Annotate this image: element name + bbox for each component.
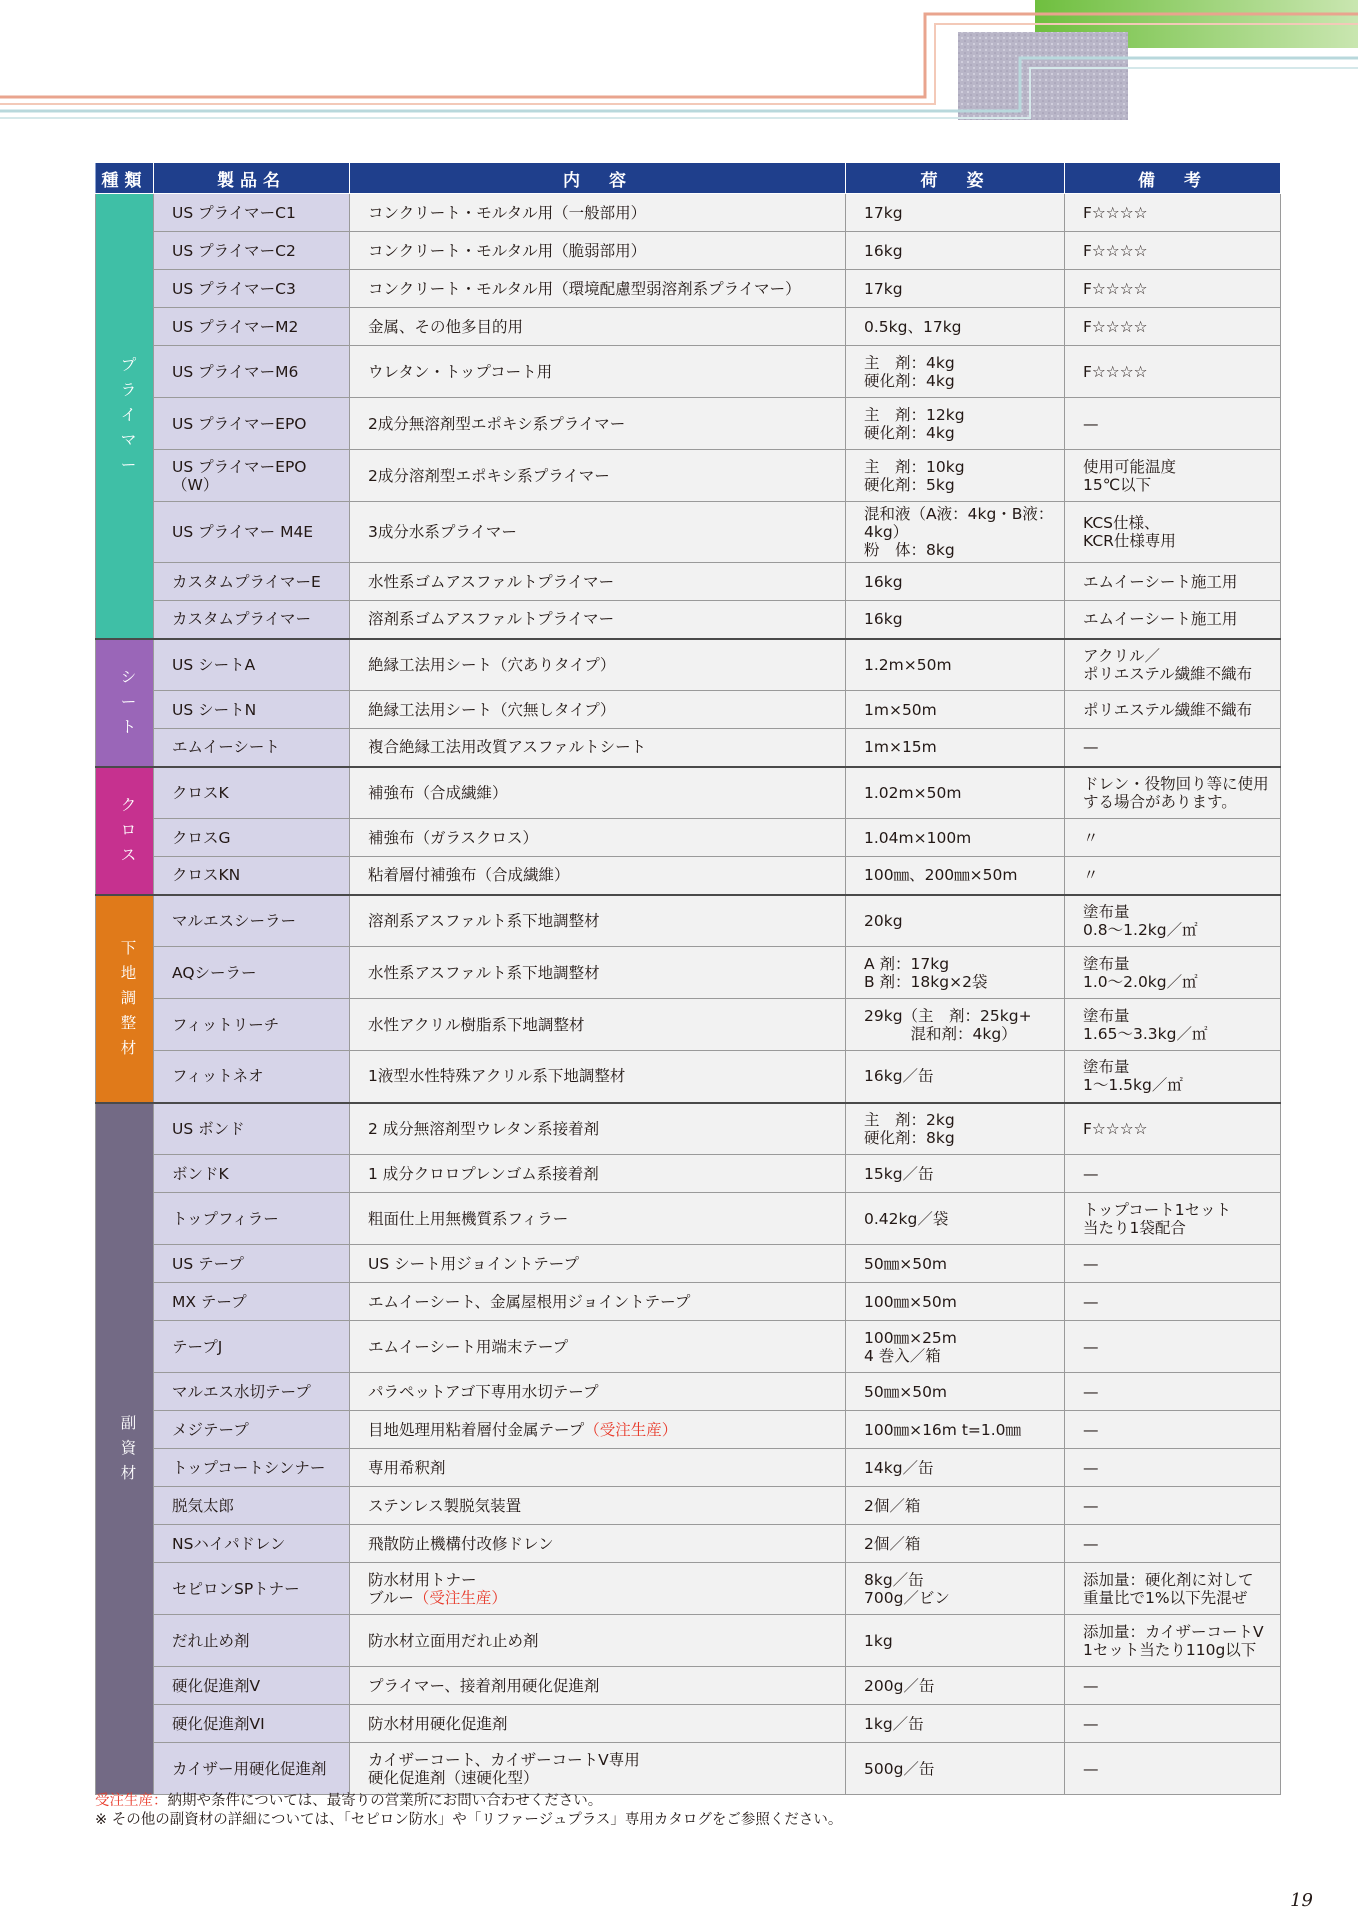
product-remarks: 添加量：カイザーコートV 1セット当たり110g以下	[1065, 1615, 1281, 1667]
table-row	[96, 895, 1281, 947]
product-packaging: 100㎜×50m	[846, 1283, 1065, 1321]
product-name: US プライマーC1	[154, 194, 350, 232]
product-remarks: F☆☆☆☆	[1065, 346, 1281, 398]
product-content	[350, 1563, 846, 1615]
product-name: 硬化促進剤V	[154, 1667, 350, 1705]
table-row	[96, 1743, 1281, 1795]
product-content	[350, 270, 846, 308]
product-name: US プライマーM6	[154, 346, 350, 398]
product-content	[350, 502, 846, 563]
table-row	[96, 1103, 1281, 1155]
product-packaging: 17kg	[846, 270, 1065, 308]
content-text: コンクリート・モルタル用（脆弱部用）	[368, 241, 647, 260]
product-name: US プライマーC2	[154, 232, 350, 270]
category-label: プライマー	[120, 356, 137, 475]
product-remarks: F☆☆☆☆	[1065, 232, 1281, 270]
product-remarks: 塗布量 1.0〜2.0kg／㎡	[1065, 947, 1281, 999]
content-text: 補強布（合成繊維）	[368, 783, 508, 802]
product-content	[350, 1615, 846, 1667]
product-name: US プライマー M4E	[154, 502, 350, 563]
product-packaging: 100㎜×16m t=1.0㎜	[846, 1411, 1065, 1449]
product-remarks: エムイーシート施工用	[1065, 601, 1281, 639]
content-text: 専用希釈剤	[368, 1458, 446, 1477]
product-remarks: —	[1065, 1245, 1281, 1283]
product-packaging: 0.42kg／袋	[846, 1193, 1065, 1245]
product-name: フィットリーチ	[154, 999, 350, 1051]
table-row	[96, 232, 1281, 270]
product-name: クロスKN	[154, 857, 350, 895]
product-content	[350, 1103, 846, 1155]
content-text: コンクリート・モルタル用（環境配慮型弱溶剤系プライマー）	[368, 279, 801, 298]
order-production-tag: （受注生産）	[413, 1588, 507, 1607]
product-name: フィットネオ	[154, 1051, 350, 1103]
product-name: マルエスシーラー	[154, 895, 350, 947]
content-text: 補強布（ガラスクロス）	[368, 828, 539, 847]
product-remarks: —	[1065, 1487, 1281, 1525]
content-text: US シート用ジョイントテープ	[368, 1254, 580, 1273]
table-row	[96, 308, 1281, 346]
product-packaging: 1.02m×50m	[846, 767, 1065, 819]
product-name: トップフィラー	[154, 1193, 350, 1245]
product-packaging: 1.04m×100m	[846, 819, 1065, 857]
category-label: シート	[120, 668, 137, 736]
product-name: クロスK	[154, 767, 350, 819]
table-row	[96, 999, 1281, 1051]
product-remarks: —	[1065, 1743, 1281, 1795]
product-remarks: —	[1065, 1155, 1281, 1193]
content-text: 防水材立面用だれ止め剤	[368, 1631, 539, 1650]
category-label: クロス	[120, 796, 137, 864]
product-remarks: —	[1065, 1283, 1281, 1321]
content-text: 防水材用トナー ブルー	[368, 1570, 477, 1607]
product-content	[350, 1525, 846, 1563]
content-text: コンクリート・モルタル用（一般部用）	[368, 203, 647, 222]
product-packaging: 1.2m×50m	[846, 639, 1065, 691]
product-packaging: 50㎜×50m	[846, 1373, 1065, 1411]
table-row	[96, 1245, 1281, 1283]
header-decoration	[0, 0, 1358, 130]
content-text: 3成分水系プライマー	[368, 523, 517, 541]
header-packaging: 荷 姿	[846, 163, 1065, 194]
product-content	[350, 639, 846, 691]
product-remarks: —	[1065, 398, 1281, 450]
product-name: 脱気太郎	[154, 1487, 350, 1525]
product-packaging: 200g／缶	[846, 1667, 1065, 1705]
product-content	[350, 857, 846, 895]
product-remarks: F☆☆☆☆	[1065, 308, 1281, 346]
table-row	[96, 346, 1281, 398]
product-packaging: 16kg	[846, 232, 1065, 270]
content-text: エムイーシート用端末テープ	[368, 1337, 569, 1356]
product-content	[350, 947, 846, 999]
product-remarks: F☆☆☆☆	[1065, 194, 1281, 232]
product-packaging: 8kg／缶 700g／ビン	[846, 1563, 1065, 1615]
table-row	[96, 1525, 1281, 1563]
product-remarks: —	[1065, 729, 1281, 767]
product-name: トップコートシンナー	[154, 1449, 350, 1487]
table-row	[96, 639, 1281, 691]
product-packaging: 主 剤：10kg 硬化剤：5kg	[846, 450, 1065, 502]
table-row	[96, 1373, 1281, 1411]
content-text: 絶縁工法用シート（穴無しタイプ）	[368, 700, 616, 719]
footnote-label: 受注生産：	[95, 1793, 168, 1809]
product-content	[350, 450, 846, 502]
table-row	[96, 1321, 1281, 1373]
product-packaging: 主 剤：4kg 硬化剤：4kg	[846, 346, 1065, 398]
content-text: パラペットアゴ下専用水切テープ	[368, 1382, 599, 1401]
product-content	[350, 1051, 846, 1103]
content-text: 溶剤系アスファルト系下地調整材	[368, 911, 600, 930]
product-remarks: —	[1065, 1411, 1281, 1449]
product-packaging: 500g／缶	[846, 1743, 1065, 1795]
product-name: カスタムプライマー	[154, 601, 350, 639]
table-row	[96, 270, 1281, 308]
product-remarks: —	[1065, 1705, 1281, 1743]
footnotes	[95, 1792, 842, 1830]
product-content	[350, 1321, 846, 1373]
table-row	[96, 502, 1281, 563]
product-content	[350, 1743, 846, 1795]
product-content	[350, 691, 846, 729]
product-packaging: 2個／箱	[846, 1525, 1065, 1563]
product-content	[350, 767, 846, 819]
product-name: テープJ	[154, 1321, 350, 1373]
product-content	[350, 398, 846, 450]
content-text: カイザーコート、カイザーコートV専用 硬化促進剤（速硬化型）	[368, 1750, 640, 1787]
product-remarks: ポリエステル繊維不織布	[1065, 691, 1281, 729]
footnote-order-production	[95, 1792, 842, 1811]
category-cell	[96, 895, 154, 1103]
product-content	[350, 232, 846, 270]
product-name: US シートA	[154, 639, 350, 691]
product-content	[350, 1373, 846, 1411]
product-packaging: 0.5kg、17kg	[846, 308, 1065, 346]
product-remarks: エムイーシート施工用	[1065, 563, 1281, 601]
content-text: 溶剤系ゴムアスファルトプライマー	[368, 610, 615, 629]
product-table	[95, 162, 1281, 1795]
product-packaging: 主 剤：2kg 硬化剤：8kg	[846, 1103, 1065, 1155]
product-content	[350, 1155, 846, 1193]
product-packaging: 20kg	[846, 895, 1065, 947]
product-packaging: 16kg	[846, 563, 1065, 601]
table-row	[96, 857, 1281, 895]
table-row	[96, 563, 1281, 601]
content-text: 目地処理用粘着層付金属テープ	[368, 1420, 585, 1439]
product-remarks: —	[1065, 1449, 1281, 1487]
product-name: だれ止め剤	[154, 1615, 350, 1667]
product-remarks: ドレン・役物回り等に使用 する場合があります。	[1065, 767, 1281, 819]
product-remarks: アクリル／ ポリエステル繊維不織布	[1065, 639, 1281, 691]
product-packaging: 17kg	[846, 194, 1065, 232]
content-text: 粘着層付補強布（合成繊維）	[368, 866, 570, 885]
product-remarks: 〃	[1065, 857, 1281, 895]
table-row	[96, 1411, 1281, 1449]
product-name: US プライマーEPO	[154, 398, 350, 450]
content-text: 2成分溶剤型エポキシ系プライマー	[368, 466, 610, 485]
product-remarks: —	[1065, 1525, 1281, 1563]
table-row	[96, 1193, 1281, 1245]
product-name: US プライマーEPO（W）	[154, 450, 350, 502]
content-text: 絶縁工法用シート（穴ありタイプ）	[368, 655, 616, 674]
content-text: 飛散防止機構付改修ドレン	[368, 1534, 554, 1553]
order-production-tag: （受注生産）	[584, 1420, 678, 1439]
content-text: 金属、その他多目的用	[368, 317, 524, 336]
product-content	[350, 1487, 846, 1525]
table-row	[96, 819, 1281, 857]
table-row	[96, 601, 1281, 639]
product-content	[350, 1705, 846, 1743]
content-text: 粗面仕上用無機質系フィラー	[368, 1209, 569, 1228]
product-packaging: 主 剤：12kg 硬化剤：4kg	[846, 398, 1065, 450]
product-remarks: 塗布量 1〜1.5kg／㎡	[1065, 1051, 1281, 1103]
table-row	[96, 729, 1281, 767]
table-row	[96, 1283, 1281, 1321]
product-content	[350, 1193, 846, 1245]
product-packaging: 50㎜×50m	[846, 1245, 1065, 1283]
product-content	[350, 729, 846, 767]
header-content: 内 容	[350, 163, 846, 194]
product-content	[350, 895, 846, 947]
product-packaging: 混和液（A液：4kg・B液：4kg） 粉 体：8kg	[846, 502, 1065, 563]
product-name: US テープ	[154, 1245, 350, 1283]
table-row	[96, 1615, 1281, 1667]
content-text: 1 成分クロロプレンゴム系接着剤	[368, 1164, 599, 1183]
product-name: マルエス水切テープ	[154, 1373, 350, 1411]
category-cell	[96, 1103, 154, 1795]
table-row	[96, 1705, 1281, 1743]
category-cell	[96, 639, 154, 767]
table-row	[96, 450, 1281, 502]
product-name: メジテープ	[154, 1411, 350, 1449]
product-packaging: 14kg／缶	[846, 1449, 1065, 1487]
product-content	[350, 601, 846, 639]
product-packaging: 100㎜×25m 4 巻入／箱	[846, 1321, 1065, 1373]
product-content	[350, 1411, 846, 1449]
table-row	[96, 398, 1281, 450]
content-text: 防水材用硬化促進剤	[368, 1714, 508, 1733]
product-remarks: KCS仕様、 KCR仕様専用	[1065, 502, 1281, 563]
product-packaging: 15kg／缶	[846, 1155, 1065, 1193]
header-product-name: 製品名	[154, 163, 350, 194]
product-remarks: —	[1065, 1321, 1281, 1373]
table-row	[96, 1487, 1281, 1525]
product-name: カイザー用硬化促進剤	[154, 1743, 350, 1795]
product-remarks: 〃	[1065, 819, 1281, 857]
product-name: US プライマーC3	[154, 270, 350, 308]
content-text: 2成分無溶剤型エポキシ系プライマー	[368, 414, 626, 433]
product-name: NSハイパドレン	[154, 1525, 350, 1563]
header-category: 種類	[96, 163, 154, 194]
product-remarks: F☆☆☆☆	[1065, 270, 1281, 308]
category-label: 副資材	[120, 1414, 137, 1483]
product-remarks: —	[1065, 1667, 1281, 1705]
product-content	[350, 1449, 846, 1487]
product-packaging: A 剤：17kg B 剤：18kg×2袋	[846, 947, 1065, 999]
product-name: カスタムプライマーE	[154, 563, 350, 601]
product-name: エムイーシート	[154, 729, 350, 767]
table-row	[96, 691, 1281, 729]
product-name: US シートN	[154, 691, 350, 729]
product-packaging: 1kg	[846, 1615, 1065, 1667]
content-text: 1液型水性特殊アクリル系下地調整材	[368, 1067, 626, 1086]
content-text: 2 成分無溶剤型ウレタン系接着剤	[368, 1119, 600, 1138]
table-row	[96, 767, 1281, 819]
product-content	[350, 194, 846, 232]
table-row	[96, 1667, 1281, 1705]
product-content	[350, 1245, 846, 1283]
content-text: エムイーシート、金属屋根用ジョイントテープ	[368, 1292, 691, 1311]
product-packaging: 16kg／缶	[846, 1051, 1065, 1103]
content-text: 複合絶縁工法用改質アスファルトシート	[368, 738, 647, 757]
table-row	[96, 1051, 1281, 1103]
table-row	[96, 947, 1281, 999]
table-row	[96, 1155, 1281, 1193]
product-packaging: 1m×50m	[846, 691, 1065, 729]
category-cell	[96, 767, 154, 895]
product-remarks: F☆☆☆☆	[1065, 1103, 1281, 1155]
product-packaging: 1kg／缶	[846, 1705, 1065, 1743]
product-content	[350, 563, 846, 601]
product-remarks: トップコート1セット 当たり1袋配合	[1065, 1193, 1281, 1245]
product-packaging: 1m×15m	[846, 729, 1065, 767]
content-text: 水性系アスファルト系下地調整材	[368, 963, 600, 982]
product-packaging: 2個／箱	[846, 1487, 1065, 1525]
product-remarks: —	[1065, 1373, 1281, 1411]
product-remarks: 塗布量 0.8〜1.2kg／㎡	[1065, 895, 1281, 947]
content-text: 水性系ゴムアスファルトプライマー	[368, 572, 615, 591]
product-content	[350, 346, 846, 398]
content-text: 水性アクリル樹脂系下地調整材	[368, 1015, 585, 1034]
product-packaging: 100㎜、200㎜×50m	[846, 857, 1065, 895]
header-remarks: 備 考	[1065, 163, 1281, 194]
table-row	[96, 1563, 1281, 1615]
product-content	[350, 1283, 846, 1321]
content-text: ウレタン・トップコート用	[368, 362, 553, 381]
product-remarks: 添加量：硬化剤に対して 重量比で1%以下先混ぜ	[1065, 1563, 1281, 1615]
product-name: US プライマーM2	[154, 308, 350, 346]
table-header-row	[96, 163, 1281, 194]
product-name: 硬化促進剤VI	[154, 1705, 350, 1743]
footnote-text: 納期や条件については、最寄りの営業所にお問い合わせください。	[167, 1793, 603, 1809]
product-content	[350, 819, 846, 857]
category-cell	[96, 194, 154, 639]
product-name: クロスG	[154, 819, 350, 857]
product-name: MX テープ	[154, 1283, 350, 1321]
table-row	[96, 194, 1281, 232]
product-name: ボンドK	[154, 1155, 350, 1193]
product-remarks: 使用可能温度 15℃以下	[1065, 450, 1281, 502]
category-label: 下地調整材	[120, 939, 137, 1057]
page-number: 19	[1290, 1890, 1313, 1911]
product-name: AQシーラー	[154, 947, 350, 999]
content-text: ステンレス製脱気装置	[368, 1496, 522, 1515]
product-name: セピロンSPトナー	[154, 1563, 350, 1615]
product-remarks: 塗布量 1.65〜3.3kg／㎡	[1065, 999, 1281, 1051]
table-row	[96, 1449, 1281, 1487]
footnote-other-materials: ※ その他の副資材の詳細については、「セピロン防水」や「リファージュプラス」専用カタログをご参照ください。	[95, 1812, 843, 1828]
product-content	[350, 999, 846, 1051]
product-content	[350, 1667, 846, 1705]
product-name: US ボンド	[154, 1103, 350, 1155]
product-packaging: 29kg（主 剤：25kg+ 混和剤：4kg）	[846, 999, 1065, 1051]
product-content	[350, 308, 846, 346]
content-text: プライマー、接着剤用硬化促進剤	[368, 1676, 600, 1695]
product-packaging: 16kg	[846, 601, 1065, 639]
